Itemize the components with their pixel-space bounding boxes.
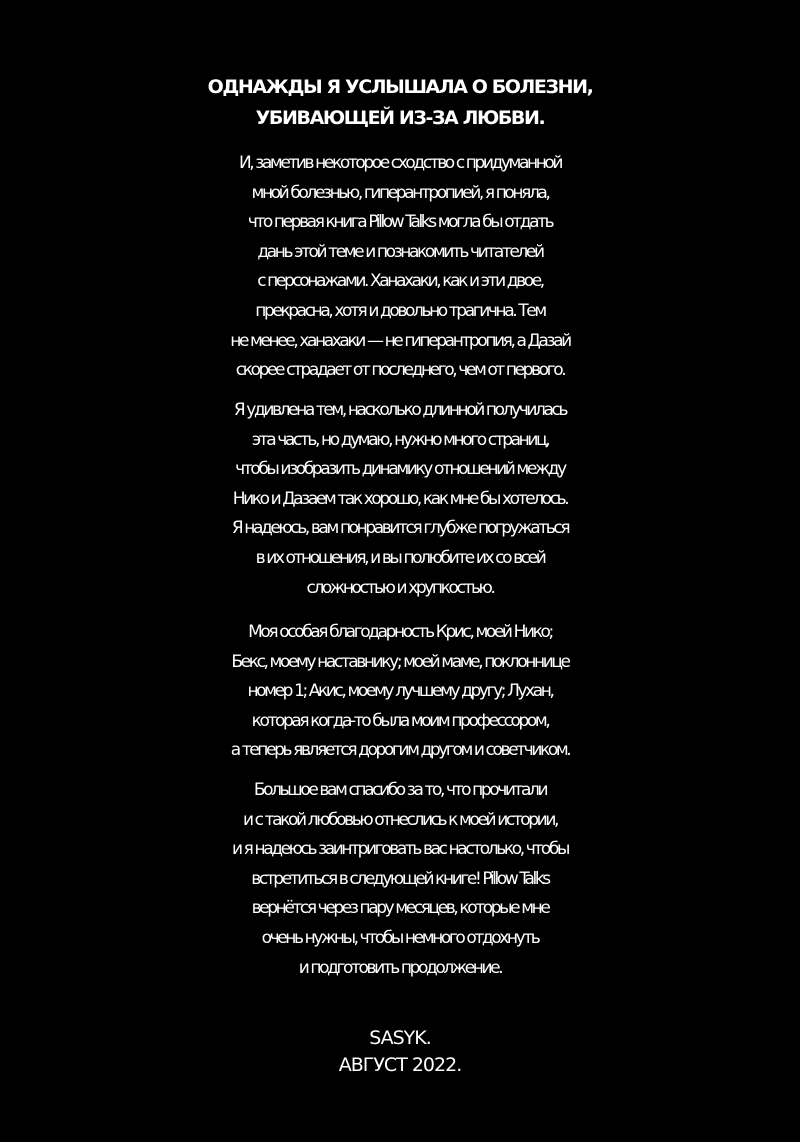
text-line: скорее страдает от последнего, чем от первого. bbox=[235, 360, 565, 381]
signature bbox=[0, 1025, 800, 1079]
text-line: вернётся через пару месяцев, которые мне bbox=[251, 898, 549, 919]
text-line: прекрасна, хотя и довольно трагична. Тем bbox=[255, 300, 545, 321]
text-line: и подготовить продолжение. bbox=[298, 957, 502, 978]
text-line: эта часть, но думаю, нужно много страниц, bbox=[251, 429, 549, 450]
text-line: Моя особая благодарность Крис, моей Нико; bbox=[248, 622, 552, 642]
text-line: что первая книга Pillow Talks могла бы отдать bbox=[247, 212, 553, 233]
text-line: и я надеюсь заинтриговать вас настолько, чтобы bbox=[232, 839, 568, 860]
text-line: Я надеюсь, вам понравится глубже погружаться bbox=[231, 518, 569, 539]
title-line: ОДНАЖДЫ Я УСЛЫШАЛА О БОЛЕЗНИ, bbox=[207, 76, 593, 98]
text-line: чтобы изобразить динамику отношений между bbox=[235, 459, 565, 480]
text-line: а теперь является дорогим другом и советчиком. bbox=[230, 740, 570, 761]
signature-date: АВГУСТ 2022. bbox=[338, 1054, 462, 1076]
page-title bbox=[0, 72, 800, 134]
text-line: Бекс, моему наставнику; моей маме, поклоннице bbox=[231, 651, 569, 672]
text-line: которая когда-то была моим профессором, bbox=[251, 710, 549, 731]
text-line: в их отношения, и вы полюбите их со всей bbox=[255, 547, 545, 568]
text-line: дань этой теме и познакомить читателей bbox=[257, 241, 543, 262]
signature-name: SASYK. bbox=[369, 1027, 431, 1049]
text-line: с персонажами. Ханахаки, как и эти двое, bbox=[257, 271, 543, 292]
text-line: встретиться в следующей книге! Pillow Talks bbox=[251, 868, 549, 889]
text-line: Я удивлена тем, насколько длинной получилась bbox=[233, 400, 567, 420]
text-line: не менее, ханахаки — не гиперантропия, а Дазай bbox=[230, 330, 570, 351]
text-line: Большое вам спасибо за то, что прочитали bbox=[253, 780, 547, 800]
text-line: И, заметив некоторое сходство с придуманной bbox=[238, 153, 562, 173]
paragraph-3 bbox=[0, 618, 800, 766]
text-line: номер 1; Акис, моему лучшему другу; Лухан, bbox=[247, 681, 553, 702]
text-line: очень нужны, чтобы немного отдохнуть bbox=[261, 927, 539, 948]
text-line: сложностью и хрупкостью. bbox=[306, 577, 494, 598]
title-line: УБИВАЮЩЕЙ ИЗ-ЗА ЛЮБВИ. bbox=[255, 107, 545, 129]
text-line: мной болезнью, гиперантропией, я поняла, bbox=[251, 182, 549, 203]
paragraph-1 bbox=[0, 149, 800, 386]
text-line: Нико и Дазаем так хорошо, как мне бы хотелось. bbox=[232, 488, 568, 509]
text-line: и с такой любовью отнеслись к моей истории, bbox=[243, 809, 557, 830]
paragraph-4 bbox=[0, 776, 800, 983]
paragraph-2 bbox=[0, 396, 800, 603]
